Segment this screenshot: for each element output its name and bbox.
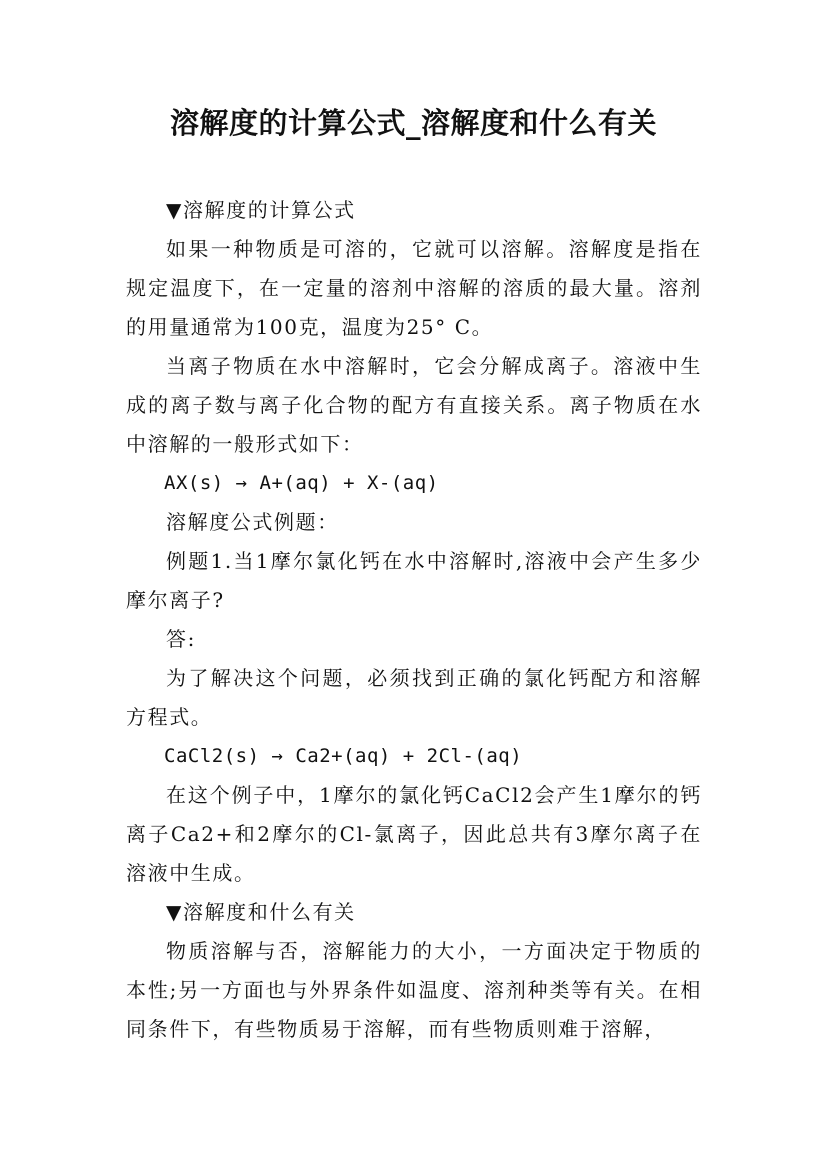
section-heading-factors: ▼溶解度和什么有关 (166, 900, 356, 924)
document-body (126, 191, 702, 1049)
section-heading-formula: ▼溶解度的计算公式 (166, 198, 356, 222)
paragraph-answer-method: 为了解决这个问题，必须找到正确的氯化钙配方和溶解方程式。 (126, 666, 702, 729)
paragraph-answer-result: 在这个例子中，1摩尔的氯化钙CaCl2会产生1摩尔的钙离子Ca2+和2摩尔的Cl-氯离子，因此总共有3摩尔离子在溶液中生成。 (126, 783, 702, 885)
formula-calcium-chloride: CaCl2(s) → Ca2+(aq) + 2Cl-(aq) (164, 745, 523, 767)
paragraph-answer-label: 答: (166, 627, 196, 651)
formula-general: AX(s) → A+(aq) + X-(aq) (164, 472, 439, 494)
paragraph-example-question: 例题1.当1摩尔氯化钙在水中溶解时,溶液中会产生多少摩尔离子? (126, 549, 702, 612)
paragraph-example-label: 溶解度公式例题： (166, 510, 339, 534)
paragraph-solubility-definition: 如果一种物质是可溶的，它就可以溶解。溶解度是指在规定温度下，在一定量的溶剂中溶解的溶质的最大量。溶剂的用量通常为100克，温度为25° C。 (126, 237, 702, 339)
paragraph-ionic-dissolution: 当离子物质在水中溶解时，它会分解成离子。溶液中生成的离子数与离子化合物的配方有直接关系。离子物质在水中溶解的一般形式如下： (126, 354, 702, 456)
paragraph-factors: 物质溶解与否，溶解能力的大小，一方面决定于物质的本性;另一方面也与外界条件如温度、溶剂种类等有关。在相同条件下，有些物质易于溶解，而有些物质则难于溶解， (126, 939, 702, 1041)
page-title: 溶解度的计算公式_溶解度和什么有关 (169, 106, 657, 140)
